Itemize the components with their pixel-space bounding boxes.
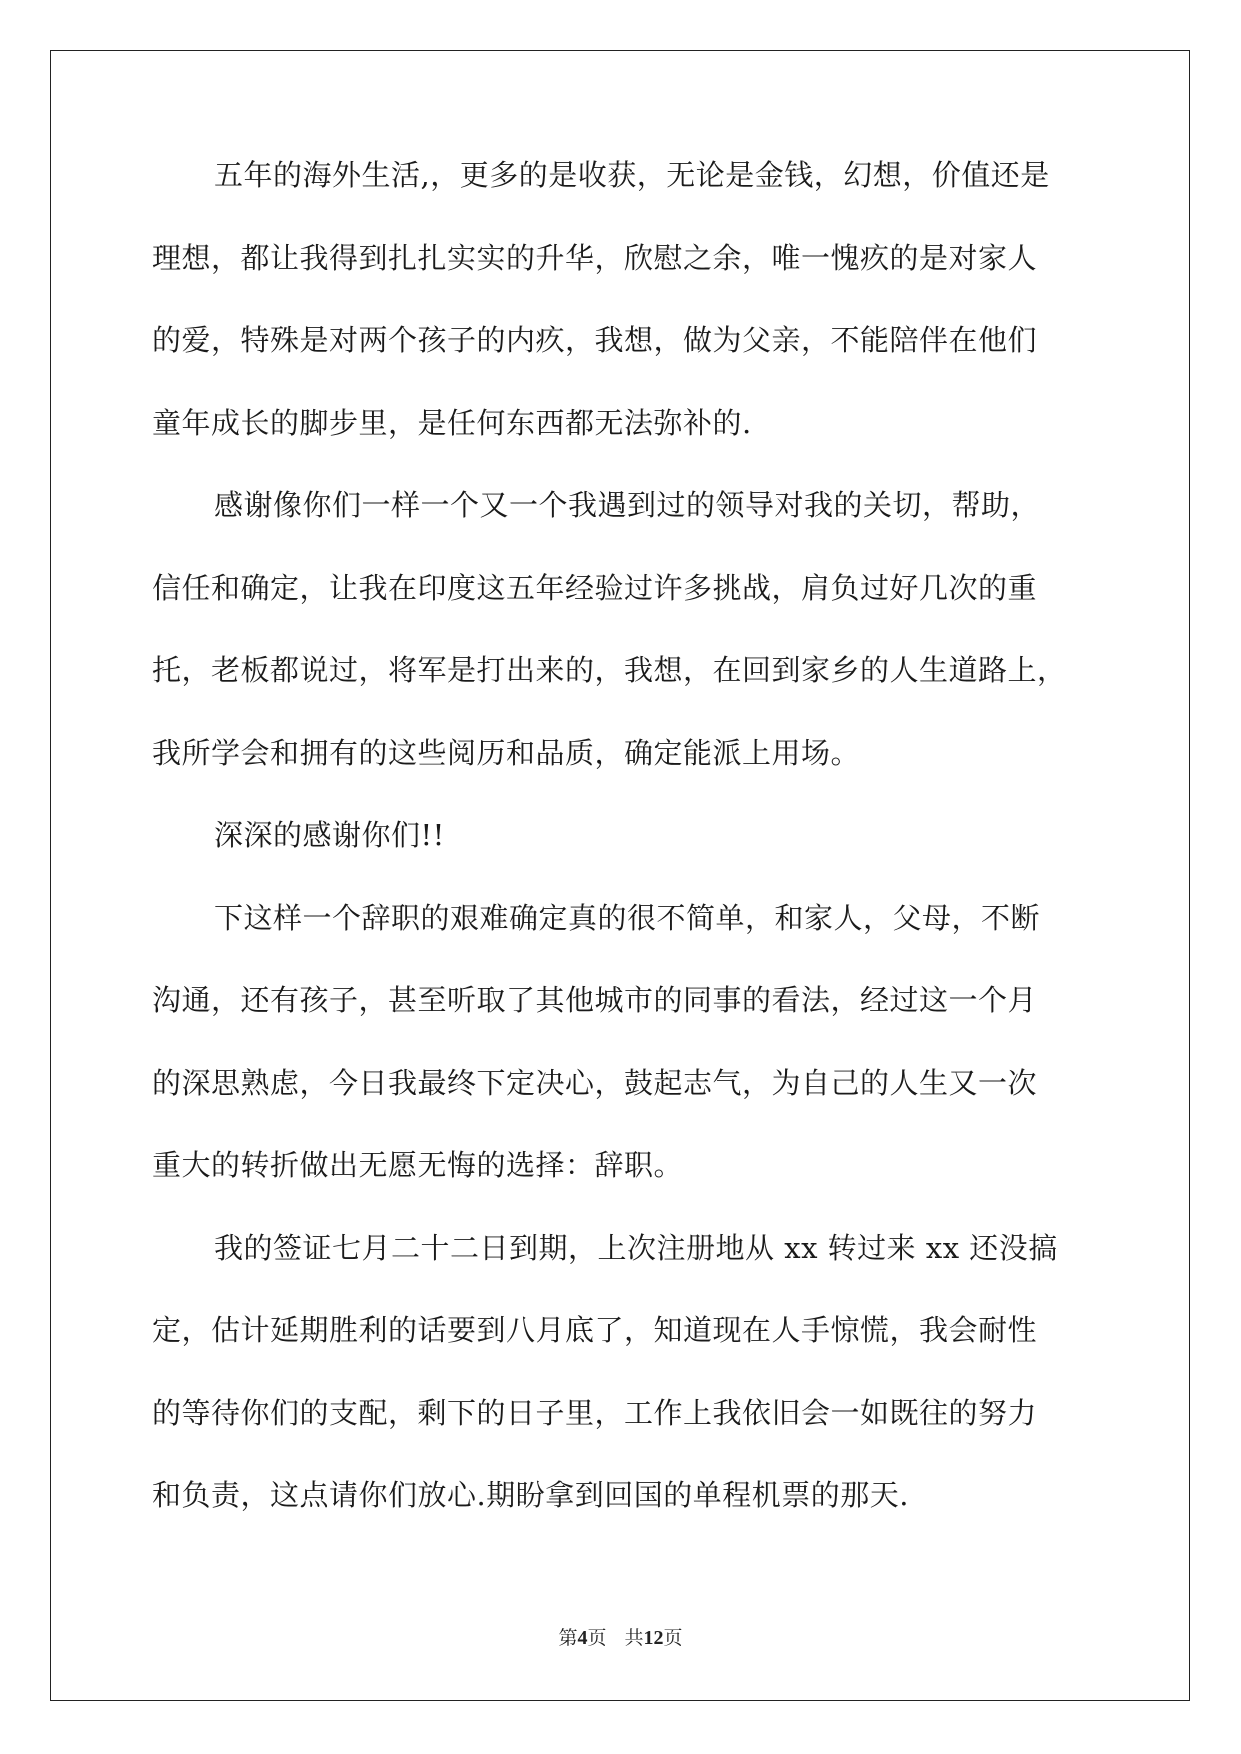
text-line: 重大的转折做出无愿无悔的选择：辞职。 [152, 1148, 684, 1182]
text-line: 的等待你们的支配，剩下的日子里，工作上我依旧会一如既往的努力 [152, 1395, 1038, 1430]
page-footer [0, 1626, 1241, 1650]
text-line: 定，估计延期胜利的话要到八月底了，知道现在人手惊慌，我会耐性 [152, 1313, 1038, 1347]
text-line: 信任和确定，让我在印度这五年经验过许多挑战，肩负过好几次的重 [152, 570, 1038, 605]
total-pages: 12 [643, 1627, 664, 1649]
text-line: 的爱，特殊是对两个孩子的内疚，我想，做为父亲，不能陪伴在他们 [152, 323, 1038, 357]
page-number: 4 [577, 1627, 588, 1649]
text-line: 理想，都让我得到扎扎实实的升华，欣慰之余，唯一愧疚的是对家人 [152, 240, 1038, 275]
text-line: 和负责，这点请你们放心.期盼拿到回国的单程机票的那天. [152, 1478, 909, 1512]
text-line: 托，老板都说过，将军是打出来的，我想，在回到家乡的人生道路上， [152, 653, 1067, 687]
total-label-prefix: 共 [624, 1627, 644, 1649]
text-line: 沟通，还有孩子，甚至听取了其他城市的同事的看法，经过这一个月 [152, 983, 1038, 1017]
text-line: 我的签证七月二十二日到期，上次注册地从 xx 转过来 xx 还没搞 [214, 1230, 1058, 1265]
text-line: 深深的感谢你们!! [214, 818, 445, 852]
text-line: 的深思熟虑，今日我最终下定决心，鼓起志气，为自己的人生又一次 [152, 1065, 1038, 1100]
total-label-suffix: 页 [663, 1627, 683, 1649]
page-label-suffix: 页 [587, 1627, 607, 1649]
text-line: 童年成长的脚步里，是任何东西都无法弥补的. [152, 405, 752, 440]
text-line: 下这样一个辞职的艰难确定真的很不简单，和家人，父母，不断 [214, 900, 1041, 935]
document-body [152, 155, 1112, 1558]
text-line: 感谢像你们一样一个又一个我遇到过的领导对我的关切，帮助， [214, 488, 1041, 522]
page-label-prefix: 第 [558, 1627, 578, 1649]
text-line: 五年的海外生活,，更多的是收获，无论是金钱，幻想，价值还是 [214, 158, 1050, 192]
text-line: 我所学会和拥有的这些阅历和品质，确定能派上用场。 [152, 735, 861, 770]
